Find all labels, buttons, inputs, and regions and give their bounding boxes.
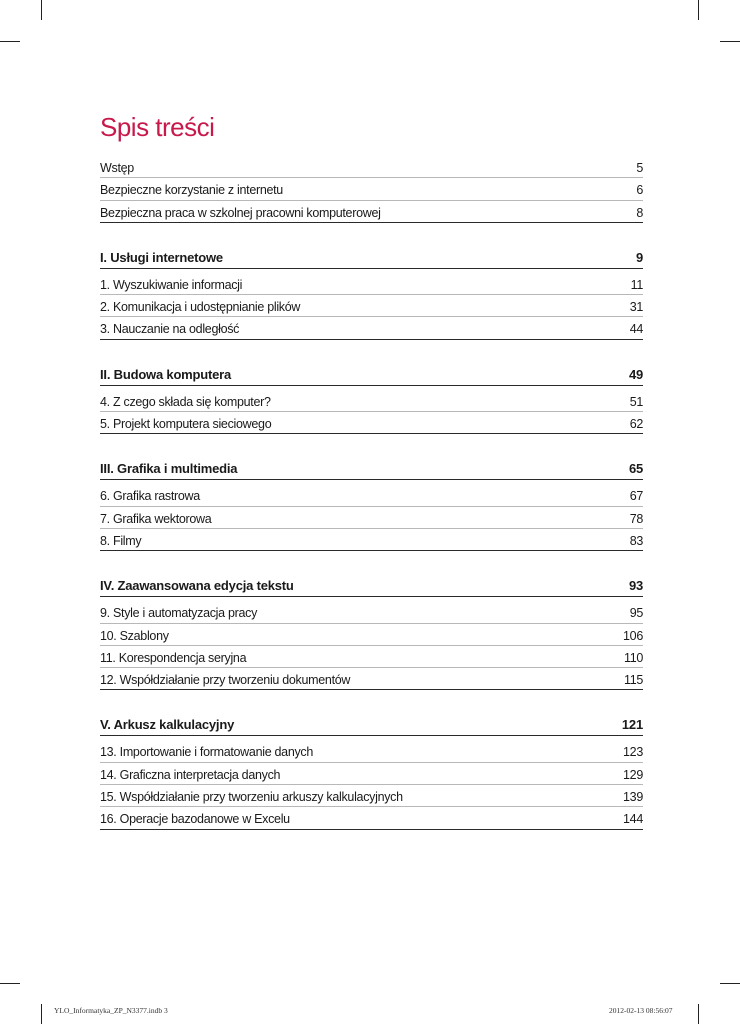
crop-mark	[698, 0, 699, 20]
toc-entry-label: 5. Projekt komputera sieciowego	[100, 417, 272, 432]
toc-entry-page-number: 83	[629, 533, 643, 548]
section-heading-page-number: 49	[628, 366, 643, 382]
toc-entry[interactable]	[100, 317, 643, 339]
toc-entry-label: 14. Graficzna interpretacja danych	[100, 767, 281, 782]
toc-entry-label: 9. Style i automatyzacja pracy	[100, 606, 258, 621]
toc-entry-label: Wstęp	[100, 161, 134, 175]
toc-entry[interactable]	[100, 601, 643, 623]
section-heading-page-number: 121	[621, 717, 643, 733]
crop-mark	[0, 983, 20, 984]
toc-entry-page-number: 139	[623, 790, 643, 805]
toc-entry-page-number: 31	[629, 300, 643, 315]
crop-mark	[720, 983, 740, 984]
toc-entry-label: 13. Importowanie i formatowanie danych	[100, 745, 314, 760]
print-timestamp: 2012-02-13 08:56:07	[609, 1006, 673, 1015]
toc-entry[interactable]	[100, 668, 643, 690]
toc-entry-label: 11. Korespondencja seryjna	[100, 650, 247, 665]
toc-entry-page-number: 51	[629, 394, 643, 409]
toc-entry-label: 7. Grafika wektorowa	[100, 511, 212, 526]
crop-mark	[41, 0, 42, 20]
toc-entry-label: 3. Nauczanie na odległość	[100, 322, 240, 337]
crop-mark	[720, 41, 740, 42]
toc-entry-page-number: 6	[636, 183, 643, 198]
toc-entry-page-number: 8	[636, 205, 643, 220]
toc-entry-label: Bezpieczne korzystanie z internetu	[100, 183, 283, 198]
toc-entry[interactable]	[100, 624, 643, 646]
toc-entry[interactable]	[100, 807, 643, 829]
toc-entry-page-number: 110	[623, 650, 643, 665]
toc-entry-label: 15. Współdziałanie przy tworzeniu arkuszy kalkulacyjnych	[100, 790, 403, 805]
section-heading[interactable]	[100, 457, 643, 480]
table-of-contents	[100, 156, 643, 830]
toc-entry[interactable]	[100, 507, 643, 529]
toc-entry[interactable]	[100, 763, 643, 785]
toc-entry-page-number: 129	[623, 767, 643, 782]
toc-entry-page-number: 144	[623, 812, 643, 827]
section-heading[interactable]	[100, 574, 643, 597]
toc-entry[interactable]	[100, 740, 643, 762]
toc-entry-label: 6. Grafika rastrowa	[100, 489, 200, 504]
section-heading[interactable]	[100, 713, 643, 736]
toc-entry[interactable]	[100, 295, 643, 317]
toc-entry-label: 2. Komunikacja i udostępnianie plików	[100, 300, 301, 315]
crop-mark	[698, 1004, 699, 1024]
toc-entry[interactable]	[100, 484, 643, 506]
crop-mark	[41, 1004, 42, 1024]
crop-mark	[0, 41, 20, 42]
toc-entry[interactable]	[100, 156, 643, 178]
toc-entry[interactable]	[100, 201, 643, 223]
toc-entry-page-number: 11	[630, 277, 643, 292]
toc-entry-label: 12. Współdziałanie przy tworzeniu dokumentów	[100, 673, 351, 688]
toc-entry-page-number: 106	[623, 628, 643, 643]
toc-entry-page-number: 95	[629, 606, 643, 621]
section-heading-page-number: 65	[628, 461, 643, 477]
toc-entry[interactable]	[100, 273, 643, 295]
toc-entry-page-number: 67	[629, 489, 643, 504]
toc-entry[interactable]	[100, 785, 643, 807]
section-heading-label: III. Grafika i multimedia	[100, 461, 238, 477]
toc-entry[interactable]	[100, 412, 643, 434]
section-heading-label: V. Arkusz kalkulacyjny	[100, 717, 235, 733]
toc-entry-page-number: 78	[629, 511, 643, 526]
toc-entry[interactable]	[100, 390, 643, 412]
toc-entry-label: 10. Szablony	[100, 628, 169, 643]
section-heading[interactable]	[100, 363, 643, 386]
toc-entry-label: 1. Wyszukiwanie informacji	[100, 277, 243, 292]
toc-entry-label: Bezpieczna praca w szkolnej pracowni komputerowej	[100, 205, 381, 220]
toc-entry-page-number: 115	[623, 673, 643, 688]
toc-entry-page-number: 62	[629, 417, 643, 432]
toc-entry-label: 8. Filmy	[100, 533, 142, 548]
section-heading-page-number: 93	[628, 578, 643, 594]
toc-entry[interactable]	[100, 646, 643, 668]
toc-entry[interactable]	[100, 529, 643, 551]
toc-entry[interactable]	[100, 178, 643, 200]
section-heading-page-number: 9	[635, 249, 643, 265]
section-heading-label: II. Budowa komputera	[100, 366, 232, 382]
section-heading[interactable]	[100, 246, 643, 269]
section-heading-label: I. Usługi internetowe	[100, 249, 223, 265]
toc-entry-page-number: 44	[629, 322, 643, 337]
page-title: Spis treści	[100, 112, 215, 142]
toc-entry-label: 4. Z czego składa się komputer?	[100, 394, 271, 409]
toc-entry-page-number: 5	[636, 161, 643, 175]
section-heading-label: IV. Zaawansowana edycja tekstu	[100, 578, 294, 594]
print-file-name: YLO_Informatyka_ZP_N3377.indb 3	[54, 1006, 168, 1015]
toc-entry-page-number: 123	[623, 745, 643, 760]
toc-entry-label: 16. Operacje bazodanowe w Excelu	[100, 812, 290, 827]
